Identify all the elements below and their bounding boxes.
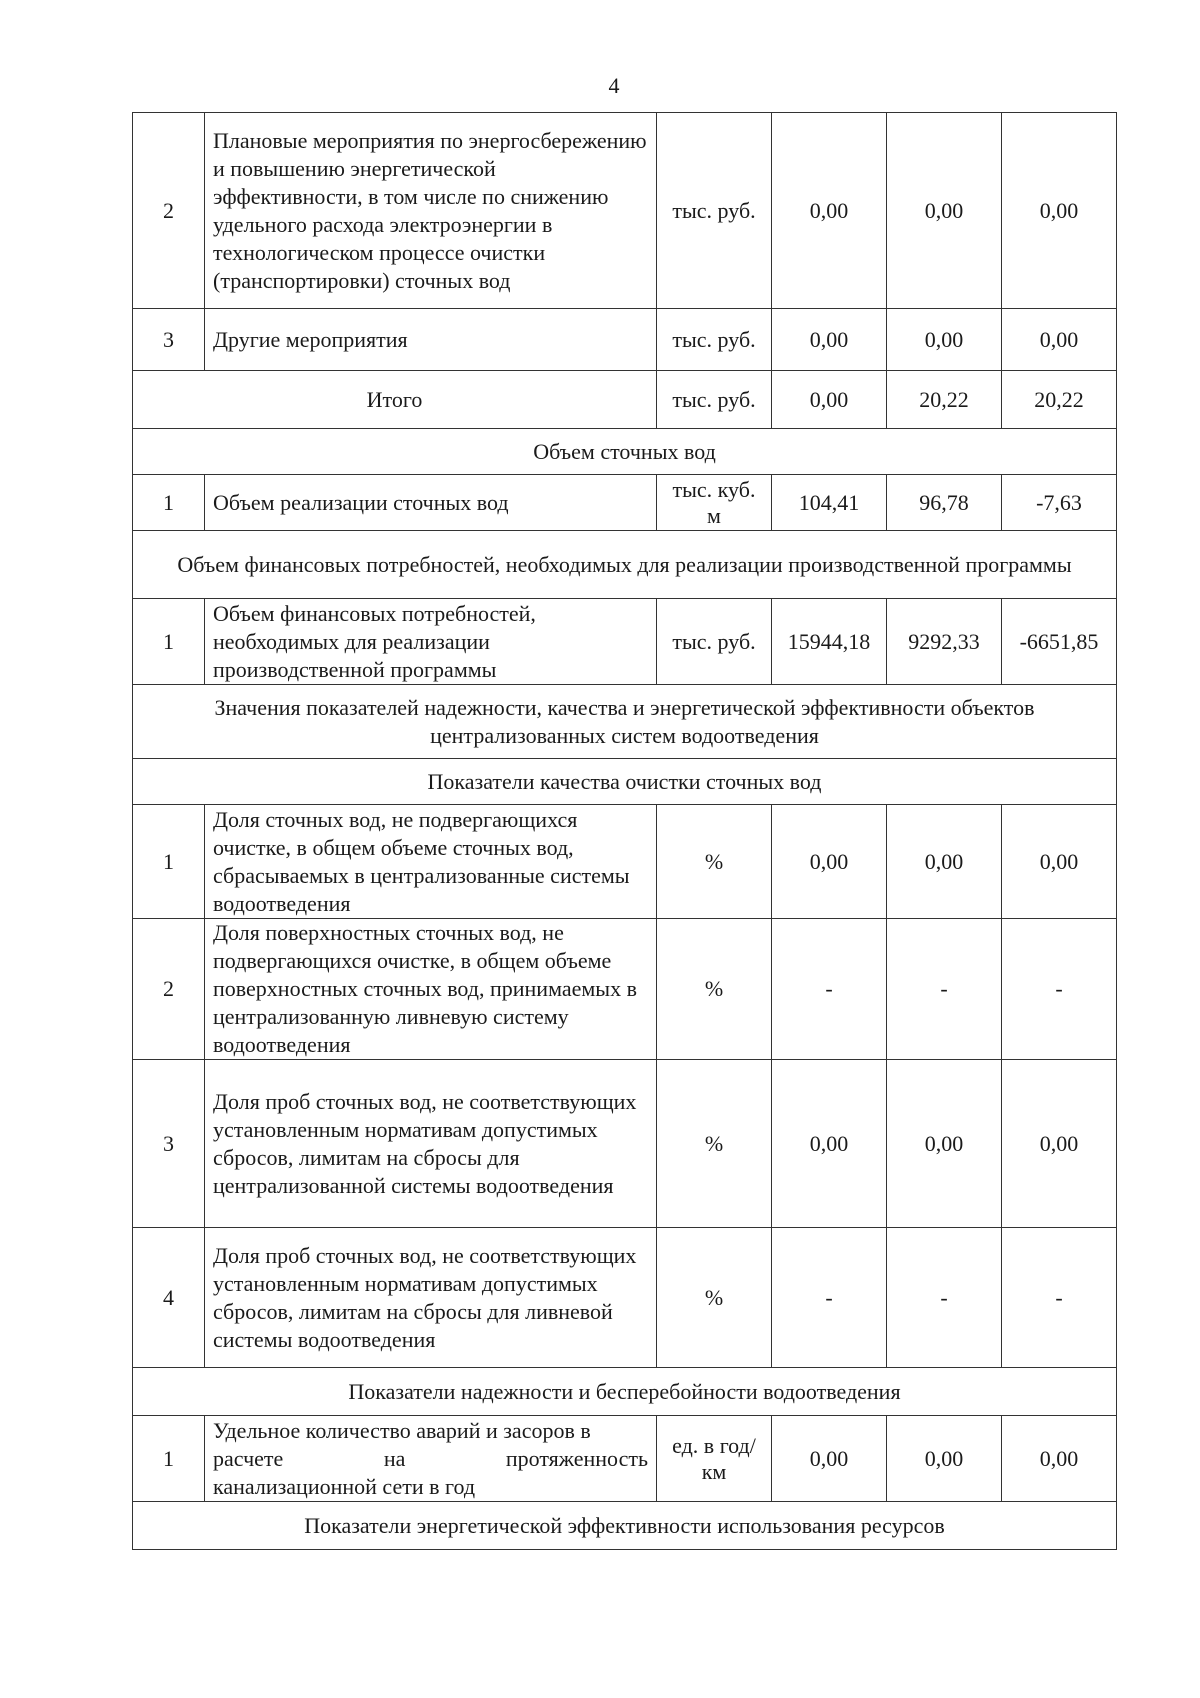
row-value-1: 104,41 — [772, 475, 887, 531]
row-unit: тыс. руб. — [657, 309, 772, 371]
row-name-word: протяженность — [505, 1445, 648, 1471]
table-row — [133, 309, 1117, 371]
total-unit: тыс. руб. — [657, 371, 772, 429]
row-number: 3 — [133, 309, 205, 371]
row-name: Доля проб сточных вод, не соответствующих установленным нормативам допустимых сбросов, лимитам на сбросы для ливневой системы водоотведения — [205, 1228, 657, 1368]
row-unit: % — [657, 1228, 772, 1368]
row-value-2: 9292,33 — [887, 599, 1002, 685]
row-number: 4 — [133, 1228, 205, 1368]
row-name: Другие мероприятия — [205, 309, 657, 371]
row-name: Объем реализации сточных вод — [205, 475, 657, 531]
row-value-1: 0,00 — [772, 1416, 887, 1502]
row-number: 1 — [133, 475, 205, 531]
row-value-3: 0,00 — [1002, 805, 1117, 919]
table-row — [133, 1228, 1117, 1368]
section-indicators-title: Значения показателей надежности, качества и энергетической эффективности объектов централизованных систем водоотведения — [133, 685, 1117, 759]
section-header — [133, 1368, 1117, 1416]
page-number: 4 — [608, 73, 620, 98]
row-value-3: -7,63 — [1002, 475, 1117, 531]
row-value-2: 0,00 — [887, 1060, 1002, 1228]
row-value-2: 0,00 — [887, 309, 1002, 371]
section-header — [133, 429, 1117, 475]
row-value-3: 0,00 — [1002, 113, 1117, 309]
row-value-2: 0,00 — [887, 1416, 1002, 1502]
row-name-text: Плановые мероприятия по энергосбережению и повышению энергетической эффективности, в том числе по снижению удельного расхода электроэнергии в технологическом процессе очистки (транспортировки) сточных вод — [213, 127, 647, 293]
row-value-3: 0,00 — [1002, 309, 1117, 371]
row-value-3: 0,00 — [1002, 1060, 1117, 1228]
row-value-1: 0,00 — [772, 309, 887, 371]
row-number: 2 — [133, 919, 205, 1060]
row-value-1: - — [772, 919, 887, 1060]
row-unit: тыс. руб. — [657, 599, 772, 685]
row-value-2: 0,00 — [887, 113, 1002, 309]
section-reliability-title: Показатели надежности и бесперебойности водоотведения — [133, 1368, 1117, 1416]
production-program-table — [132, 112, 1117, 1550]
section-header — [133, 759, 1117, 805]
row-number: 2 — [133, 113, 205, 309]
row-name: Объем финансовых потребностей, необходимых для реализации производственной программы — [205, 599, 657, 685]
row-value-2: 0,00 — [887, 805, 1002, 919]
row-value-2: - — [887, 919, 1002, 1060]
total-row — [133, 371, 1117, 429]
section-header — [133, 531, 1117, 599]
row-unit: тыс. куб. м — [657, 475, 772, 531]
row-number: 1 — [133, 1416, 205, 1502]
row-name-word: на — [383, 1445, 406, 1471]
section-volume-title: Объем сточных вод — [133, 429, 1117, 475]
row-name — [205, 113, 657, 309]
table-row — [133, 805, 1117, 919]
row-value-3: - — [1002, 1228, 1117, 1368]
table-row — [133, 599, 1117, 685]
total-label: Итого — [133, 371, 657, 429]
total-value-2: 20,22 — [887, 371, 1002, 429]
row-name: Доля поверхностных сточных вод, не подвергающихся очистке, в общем объеме поверхностных сточных вод, принимаемых в централизованную ливневую систему водоотведения — [205, 919, 657, 1060]
row-value-2: 96,78 — [887, 475, 1002, 531]
row-name-line — [213, 1445, 648, 1473]
row-value-3: - — [1002, 919, 1117, 1060]
table-row — [133, 475, 1117, 531]
table-row — [133, 113, 1117, 309]
row-number: 1 — [133, 805, 205, 919]
row-value-1: 0,00 — [772, 805, 887, 919]
row-value-1: 0,00 — [772, 1060, 887, 1228]
table-row — [133, 1060, 1117, 1228]
row-value-3: 0,00 — [1002, 1416, 1117, 1502]
table-row — [133, 919, 1117, 1060]
total-value-1: 0,00 — [772, 371, 887, 429]
row-unit: % — [657, 805, 772, 919]
table-row — [133, 1416, 1117, 1502]
row-value-3: -6651,85 — [1002, 599, 1117, 685]
row-value-1: - — [772, 1228, 887, 1368]
row-name: Доля проб сточных вод, не соответствующих установленным нормативам допустимых сбросов, лимитам на сбросы для централизованной системы водоотведения — [205, 1060, 657, 1228]
row-name: Доля сточных вод, не подвергающихся очистке, в общем объеме сточных вод, сбрасываемых в централизованные системы водоотведения — [205, 805, 657, 919]
row-number: 3 — [133, 1060, 205, 1228]
row-name — [205, 1416, 657, 1502]
row-unit: ед. в год/ км — [657, 1416, 772, 1502]
row-unit: тыс. руб. — [657, 113, 772, 309]
row-value-1: 15944,18 — [772, 599, 887, 685]
row-unit: % — [657, 1060, 772, 1228]
row-name-word: расчете — [213, 1445, 284, 1471]
row-number: 1 — [133, 599, 205, 685]
section-quality-title: Показатели качества очистки сточных вод — [133, 759, 1117, 805]
row-name-line: Удельное количество аварий и засоров в — [213, 1417, 591, 1443]
section-header — [133, 685, 1117, 759]
row-value-1: 0,00 — [772, 113, 887, 309]
row-name-line: канализационной сети в год — [213, 1473, 476, 1499]
total-value-3: 20,22 — [1002, 371, 1117, 429]
section-energy-title: Показатели энергетической эффективности использования ресурсов — [133, 1502, 1117, 1550]
row-unit: % — [657, 919, 772, 1060]
row-value-2: - — [887, 1228, 1002, 1368]
section-finance-title: Объем финансовых потребностей, необходимых для реализации производственной программы — [133, 531, 1117, 599]
section-header — [133, 1502, 1117, 1550]
